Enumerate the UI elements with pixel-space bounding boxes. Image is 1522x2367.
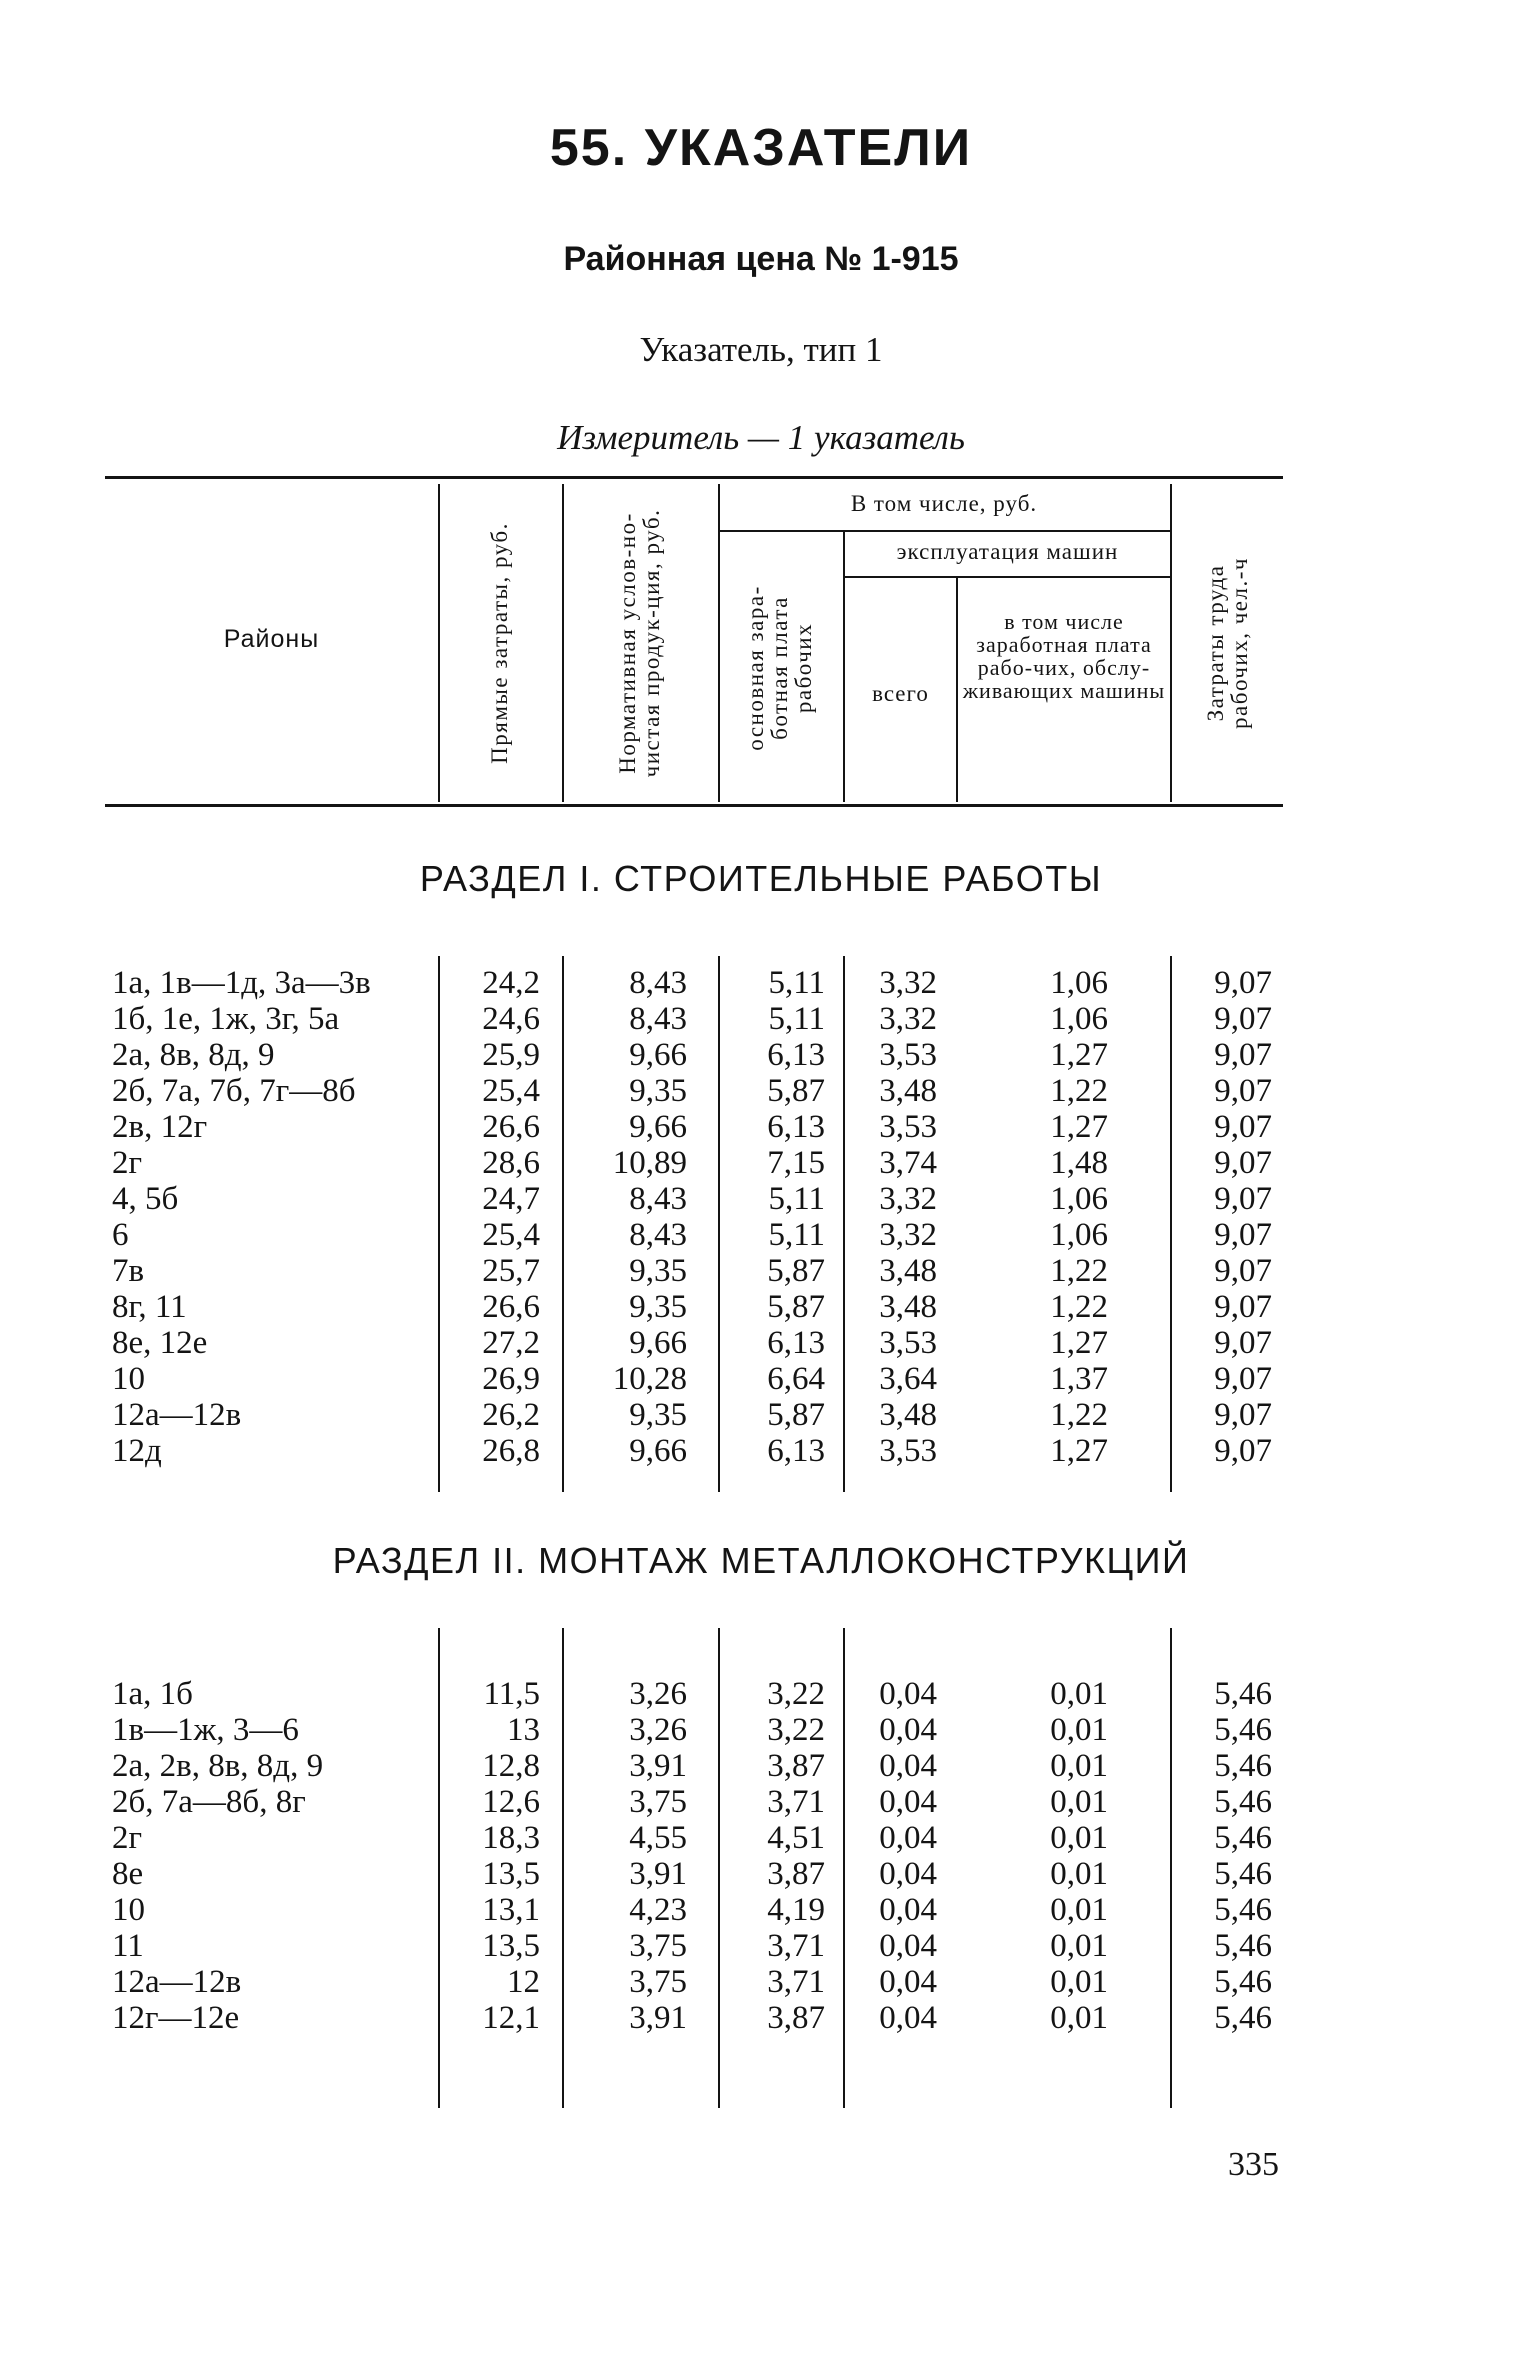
cell-wage: 3,22 [767, 1676, 825, 1712]
cell-normative: 9,35 [629, 1397, 687, 1433]
cell-labor: 9,07 [1214, 1181, 1272, 1217]
cell-machines-total: 3,48 [879, 1073, 937, 1109]
cell-direct-costs: 24,7 [482, 1181, 540, 1217]
cell-region: 8г, 11 [112, 1289, 187, 1325]
header-labor [1204, 513, 1252, 773]
cell-region: 10 [112, 1892, 145, 1928]
cell-direct-costs: 12,1 [482, 2000, 540, 2036]
cell-labor: 5,46 [1214, 1928, 1272, 1964]
cell-direct-costs: 26,8 [482, 1433, 540, 1469]
cell-labor: 5,46 [1214, 1892, 1272, 1928]
cell-machines-total: 3,53 [879, 1433, 937, 1469]
table-row [0, 1325, 1522, 1361]
cell-region: 12д [112, 1433, 162, 1469]
cell-region: 8е [112, 1856, 144, 1892]
cell-direct-costs: 27,2 [482, 1325, 540, 1361]
cell-wage: 6,13 [767, 1433, 825, 1469]
cell-machine-wage: 1,37 [1050, 1361, 1108, 1397]
header-normative-label: Нормативная услов-но-чистая продук-ция, руб. [614, 508, 664, 778]
cell-normative: 9,35 [629, 1073, 687, 1109]
cell-direct-costs: 18,3 [482, 1820, 540, 1856]
cell-region: 2б, 7а, 7б, 7г—8б [112, 1073, 356, 1109]
cell-machines-total: 3,53 [879, 1037, 937, 1073]
cell-machines-total: 3,64 [879, 1361, 937, 1397]
cell-machines-total: 0,04 [879, 1892, 937, 1928]
cell-direct-costs: 24,2 [482, 965, 540, 1001]
cell-labor: 9,07 [1214, 1361, 1272, 1397]
cell-machines-total: 0,04 [879, 1712, 937, 1748]
cell-machine-wage: 1,22 [1050, 1397, 1108, 1433]
cell-machine-wage: 1,06 [1050, 1001, 1108, 1037]
cell-machine-wage: 0,01 [1050, 1820, 1108, 1856]
cell-direct-costs: 26,2 [482, 1397, 540, 1433]
table-row [0, 2000, 1522, 2036]
table-row [0, 1856, 1522, 1892]
cell-machines-total: 0,04 [879, 1676, 937, 1712]
cell-region: 2а, 2в, 8в, 8д, 9 [112, 1748, 324, 1784]
table-row [0, 1676, 1522, 1712]
cell-machines-total: 3,48 [879, 1253, 937, 1289]
cell-normative: 3,75 [629, 1928, 687, 1964]
header-divider [562, 484, 564, 802]
cell-machines-total: 0,04 [879, 2000, 937, 2036]
cell-labor: 5,46 [1214, 1856, 1272, 1892]
cell-machine-wage: 1,27 [1050, 1433, 1108, 1469]
cell-labor: 9,07 [1214, 965, 1272, 1001]
header-direct-costs-label: Прямые затраты, руб. [486, 522, 512, 764]
page-title: 55. УКАЗАТЕЛИ [549, 119, 973, 177]
cell-machine-wage: 1,27 [1050, 1109, 1108, 1145]
cell-normative: 8,43 [629, 1001, 687, 1037]
cell-region: 7в [112, 1253, 145, 1289]
cell-labor: 5,46 [1214, 1712, 1272, 1748]
table-row [0, 965, 1522, 1001]
cell-normative: 3,75 [629, 1784, 687, 1820]
table-row [0, 1964, 1522, 2000]
cell-labor: 5,46 [1214, 1748, 1272, 1784]
header-including: В том числе, руб. [850, 491, 1038, 516]
cell-wage: 5,11 [768, 1001, 825, 1037]
cell-region: 6 [112, 1217, 129, 1253]
cell-labor: 9,07 [1214, 1037, 1272, 1073]
header-divider [956, 578, 958, 802]
cell-normative: 4,23 [629, 1892, 687, 1928]
cell-machine-wage: 0,01 [1050, 1748, 1108, 1784]
cell-wage: 4,51 [767, 1820, 825, 1856]
cell-wage: 7,15 [767, 1145, 825, 1181]
cell-region: 1а, 1в—1д, 3а—3в [112, 965, 371, 1001]
header-wage-label: основная зара-ботная плата рабочих [742, 585, 817, 751]
header-machines: эксплуатация машин [896, 539, 1119, 564]
cell-wage: 5,11 [768, 1181, 825, 1217]
cell-labor: 5,46 [1214, 2000, 1272, 2036]
cell-labor: 5,46 [1214, 1964, 1272, 2000]
cell-normative: 9,66 [629, 1325, 687, 1361]
cell-labor: 9,07 [1214, 1001, 1272, 1037]
cell-wage: 6,64 [767, 1361, 825, 1397]
cell-normative: 3,91 [629, 1856, 687, 1892]
cell-direct-costs: 26,9 [482, 1361, 540, 1397]
header-divider [438, 484, 440, 802]
cell-wage: 4,19 [767, 1892, 825, 1928]
cell-region: 1а, 1б [112, 1676, 193, 1712]
cell-labor: 9,07 [1214, 1253, 1272, 1289]
cell-machine-wage: 1,06 [1050, 1181, 1108, 1217]
cell-region: 1в—1ж, 3—6 [112, 1712, 299, 1748]
cell-labor: 5,46 [1214, 1676, 1272, 1712]
measure-line: Измеритель — 1 указатель [557, 418, 965, 457]
cell-wage: 3,71 [767, 1784, 825, 1820]
header-bottom-rule [105, 804, 1283, 807]
cell-normative: 8,43 [629, 1217, 687, 1253]
cell-normative: 3,91 [629, 1748, 687, 1784]
header-machine-wage: в том числе заработная плата рабо-чих, обслу-живающих машины [962, 609, 1166, 704]
cell-direct-costs: 13 [507, 1712, 540, 1748]
cell-region: 2г [112, 1145, 143, 1181]
cell-direct-costs: 25,9 [482, 1037, 540, 1073]
cell-machines-total: 0,04 [879, 1928, 937, 1964]
cell-direct-costs: 12,6 [482, 1784, 540, 1820]
cell-direct-costs: 13,1 [482, 1892, 540, 1928]
cell-direct-costs: 26,6 [482, 1289, 540, 1325]
cell-machine-wage: 1,48 [1050, 1145, 1108, 1181]
cell-machines-total: 3,32 [879, 965, 937, 1001]
header-subrule [718, 530, 1170, 532]
table-row [0, 1145, 1522, 1181]
cell-region: 4, 5б [112, 1181, 179, 1217]
cell-normative: 3,75 [629, 1964, 687, 2000]
table-row [0, 1217, 1522, 1253]
header-labor-label: Затраты труда рабочих, чел.-ч [1202, 557, 1252, 729]
cell-labor: 9,07 [1214, 1217, 1272, 1253]
table-row [0, 1109, 1522, 1145]
table-row [0, 1784, 1522, 1820]
cell-wage: 5,87 [767, 1397, 825, 1433]
table-row [0, 1820, 1522, 1856]
cell-machines-total: 3,53 [879, 1325, 937, 1361]
page-number: 335 [1228, 2146, 1279, 2183]
cell-normative: 4,55 [629, 1820, 687, 1856]
cell-wage: 3,87 [767, 1856, 825, 1892]
cell-normative: 9,66 [629, 1037, 687, 1073]
cell-machine-wage: 0,01 [1050, 1892, 1108, 1928]
cell-machines-total: 3,32 [879, 1001, 937, 1037]
cell-machine-wage: 0,01 [1050, 1784, 1108, 1820]
cell-labor: 9,07 [1214, 1073, 1272, 1109]
cell-wage: 3,71 [767, 1928, 825, 1964]
cell-region: 12г—12е [112, 2000, 240, 2036]
table-row [0, 1748, 1522, 1784]
header-divider [843, 532, 845, 802]
table-row [0, 1892, 1522, 1928]
cell-machines-total: 0,04 [879, 1856, 937, 1892]
cell-machines-total: 3,74 [879, 1145, 937, 1181]
cell-labor: 9,07 [1214, 1289, 1272, 1325]
cell-machines-total: 3,53 [879, 1109, 937, 1145]
cell-direct-costs: 25,7 [482, 1253, 540, 1289]
cell-wage: 5,87 [767, 1073, 825, 1109]
cell-normative: 8,43 [629, 1181, 687, 1217]
cell-direct-costs: 28,6 [482, 1145, 540, 1181]
cell-region: 2б, 7а—8б, 8г [112, 1784, 306, 1820]
header-subrule [843, 576, 1170, 578]
header-regions: Районы [223, 625, 320, 653]
cell-machines-total: 3,48 [879, 1397, 937, 1433]
header-total: всего [872, 681, 929, 706]
table-row [0, 1289, 1522, 1325]
cell-machine-wage: 0,01 [1050, 1676, 1108, 1712]
cell-region: 11 [112, 1928, 144, 1964]
cell-machines-total: 0,04 [879, 1964, 937, 2000]
cell-normative: 9,66 [629, 1109, 687, 1145]
cell-labor: 5,46 [1214, 1784, 1272, 1820]
cell-machines-total: 0,04 [879, 1748, 937, 1784]
cell-region: 12а—12в [112, 1397, 242, 1433]
cell-region: 8е, 12е [112, 1325, 208, 1361]
cell-normative: 8,43 [629, 965, 687, 1001]
table-row [0, 1181, 1522, 1217]
cell-direct-costs: 24,6 [482, 1001, 540, 1037]
cell-direct-costs: 26,6 [482, 1109, 540, 1145]
cell-machine-wage: 0,01 [1050, 2000, 1108, 2036]
cell-labor: 9,07 [1214, 1397, 1272, 1433]
cell-machine-wage: 0,01 [1050, 1712, 1108, 1748]
cell-wage: 6,13 [767, 1109, 825, 1145]
header-direct-costs [488, 503, 512, 783]
cell-machine-wage: 1,22 [1050, 1289, 1108, 1325]
table-row [0, 1073, 1522, 1109]
header-normative [616, 498, 664, 788]
cell-labor: 9,07 [1214, 1145, 1272, 1181]
cell-direct-costs: 25,4 [482, 1073, 540, 1109]
header-wage [744, 553, 816, 783]
cell-wage: 3,71 [767, 1964, 825, 2000]
cell-machine-wage: 1,06 [1050, 965, 1108, 1001]
cell-region: 10 [112, 1361, 145, 1397]
cell-normative: 10,89 [612, 1145, 687, 1181]
cell-machines-total: 3,48 [879, 1289, 937, 1325]
cell-normative: 3,91 [629, 2000, 687, 2036]
cell-machines-total: 3,32 [879, 1217, 937, 1253]
cell-machine-wage: 0,01 [1050, 1964, 1108, 2000]
cell-normative: 3,26 [629, 1712, 687, 1748]
cell-machines-total: 0,04 [879, 1820, 937, 1856]
cell-direct-costs: 25,4 [482, 1217, 540, 1253]
cell-machines-total: 0,04 [879, 1784, 937, 1820]
cell-machine-wage: 1,22 [1050, 1253, 1108, 1289]
cell-labor: 9,07 [1214, 1109, 1272, 1145]
type-line: Указатель, тип 1 [639, 330, 883, 369]
cell-wage: 3,87 [767, 1748, 825, 1784]
cell-normative: 10,28 [612, 1361, 687, 1397]
table-row [0, 1001, 1522, 1037]
cell-wage: 5,11 [768, 965, 825, 1001]
cell-machines-total: 3,32 [879, 1181, 937, 1217]
cell-machine-wage: 1,22 [1050, 1073, 1108, 1109]
table-row [0, 1253, 1522, 1289]
cell-region: 1б, 1е, 1ж, 3г, 5а [112, 1001, 340, 1037]
cell-region: 2в, 12г [112, 1109, 208, 1145]
cell-normative: 9,35 [629, 1253, 687, 1289]
header-divider [1170, 484, 1172, 802]
table-row [0, 1397, 1522, 1433]
cell-machine-wage: 0,01 [1050, 1856, 1108, 1892]
table-row [0, 1037, 1522, 1073]
cell-machine-wage: 1,27 [1050, 1325, 1108, 1361]
cell-direct-costs: 12,8 [482, 1748, 540, 1784]
cell-direct-costs: 13,5 [482, 1856, 540, 1892]
price-subtitle: Районная цена № 1-915 [563, 240, 959, 278]
cell-wage: 3,87 [767, 2000, 825, 2036]
cell-direct-costs: 12 [507, 1964, 540, 2000]
cell-machine-wage: 1,06 [1050, 1217, 1108, 1253]
cell-normative: 9,66 [629, 1433, 687, 1469]
header-top-rule [105, 476, 1283, 479]
table-row [0, 1361, 1522, 1397]
table-row [0, 1928, 1522, 1964]
cell-normative: 3,26 [629, 1676, 687, 1712]
table-row [0, 1712, 1522, 1748]
section-2-title: РАЗДЕЛ II. МОНТАЖ МЕТАЛЛОКОНСТРУКЦИЙ [332, 1540, 1190, 1581]
cell-wage: 5,11 [768, 1217, 825, 1253]
cell-labor: 5,46 [1214, 1820, 1272, 1856]
cell-machine-wage: 1,27 [1050, 1037, 1108, 1073]
cell-wage: 6,13 [767, 1037, 825, 1073]
cell-direct-costs: 13,5 [482, 1928, 540, 1964]
cell-normative: 9,35 [629, 1289, 687, 1325]
cell-wage: 5,87 [767, 1289, 825, 1325]
cell-region: 2г [112, 1820, 143, 1856]
cell-wage: 6,13 [767, 1325, 825, 1361]
section-1-title: РАЗДЕЛ I. СТРОИТЕЛЬНЫЕ РАБОТЫ [419, 858, 1103, 899]
cell-wage: 5,87 [767, 1253, 825, 1289]
cell-labor: 9,07 [1214, 1325, 1272, 1361]
table-row [0, 1433, 1522, 1469]
cell-direct-costs: 11,5 [483, 1676, 540, 1712]
cell-machine-wage: 0,01 [1050, 1928, 1108, 1964]
cell-region: 12а—12в [112, 1964, 242, 2000]
cell-labor: 9,07 [1214, 1433, 1272, 1469]
cell-region: 2а, 8в, 8д, 9 [112, 1037, 275, 1073]
cell-wage: 3,22 [767, 1712, 825, 1748]
